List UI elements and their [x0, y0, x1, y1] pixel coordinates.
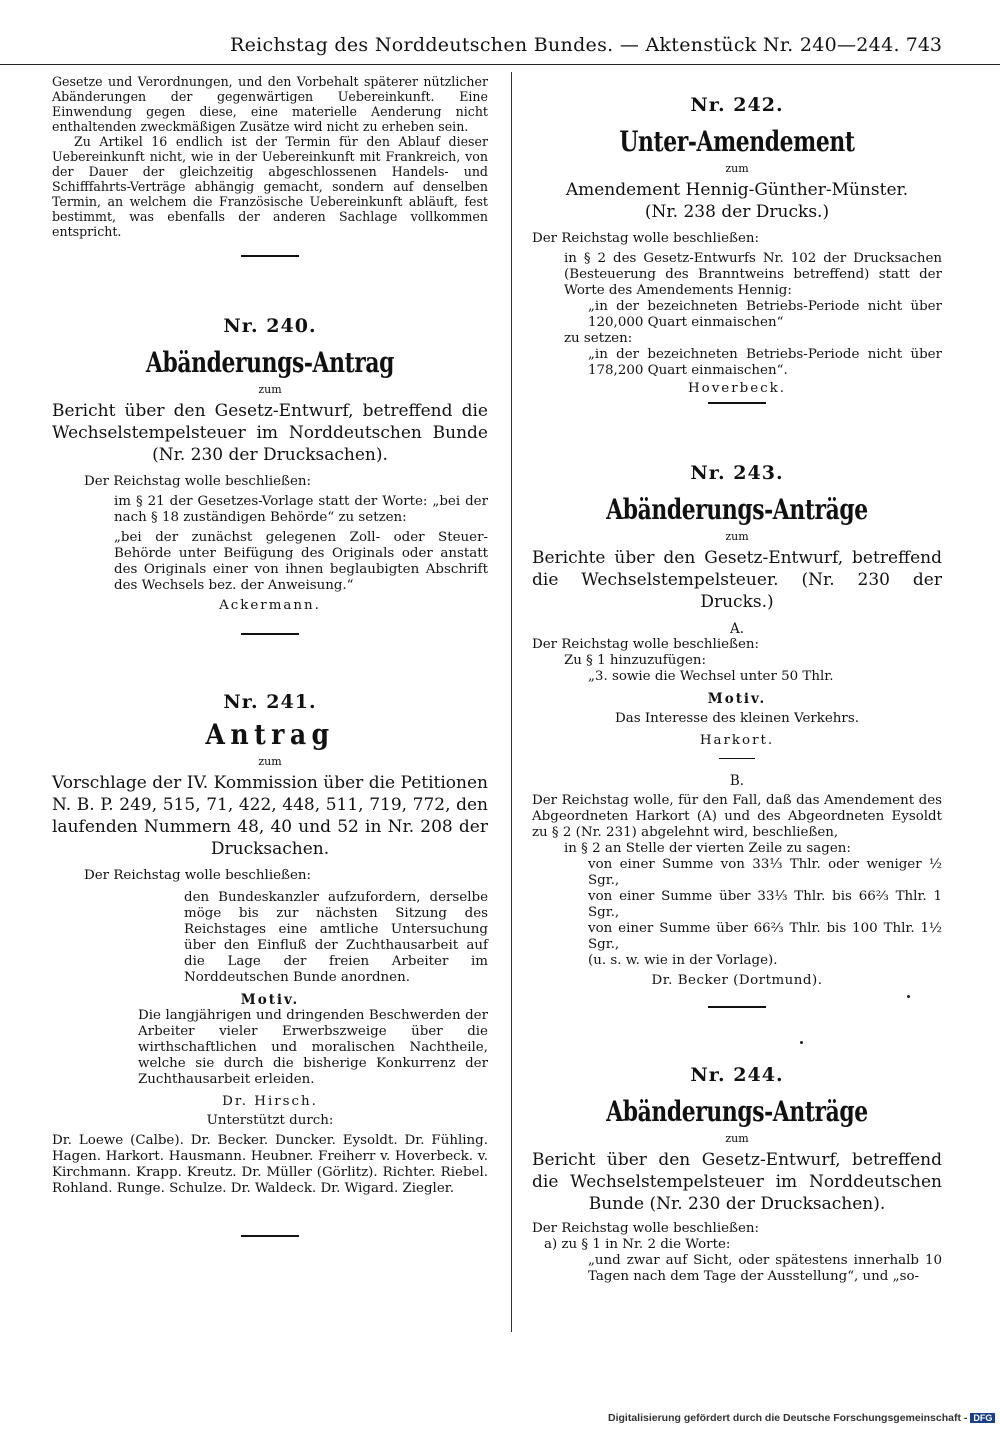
zum-label: zum — [258, 755, 282, 768]
supporters-list: Dr. Loewe (Calbe). Dr. Becker. Duncker. Eysoldt. Dr. Fühling. Hagen. Harkort. Hausmann. Heubner. Freiherr v. Hoverbeck. v. Kirchmann. Krapp. Kreutz. Dr. Müller (Görlitz). Richter. Riebel. Rohland. Runge. Schulze. Dr. Waldeck. Dr. Wigard. Ziegler. — [52, 1133, 488, 1196]
intro-paragraph-2: Zu Artikel 16 endlich ist der Termin für den Ablauf dieser Uebereinkunft nicht, wie in der Uebereinkunft mit Frankreich, von der Dauer der gleichzeitig abgeschlossenen Handels- und Schifffahrts-Verträge abhängig gemacht, sondern auf denselben Termin, an welchem die Französische Uebereinkunft abläuft, fest bestimmt, was ebenfalls der anderen Sachlage vollkommen entspricht. — [52, 134, 488, 239]
divider-rule — [708, 402, 766, 404]
part-b-label: B. — [729, 773, 745, 789]
section-number: Nr. 242. — [690, 94, 784, 116]
zum-label: zum — [725, 1132, 749, 1145]
left-column — [52, 74, 488, 1237]
amendment-quote-1: „in der bezeichneten Betriebs-Periode nicht über 120,000 Quart einmaischen“ — [588, 299, 942, 330]
column-divider — [511, 72, 512, 1332]
section-nr242 — [532, 94, 942, 404]
signature: Harkort. — [699, 733, 775, 748]
section-nr243 — [532, 462, 942, 1008]
signature: Hoverbeck. — [688, 381, 786, 396]
zum-label: zum — [725, 530, 749, 543]
divider-rule — [708, 1006, 766, 1008]
section-number: Nr. 244. — [690, 1064, 784, 1086]
section-subject: Bericht über den Gesetz-Entwurf, betreffend die Wechselstempelsteuer im Norddeutschen Bunde (Nr. 230 der Drucksachen). — [52, 401, 488, 465]
section-subject: Berichte über den Gesetz-Entwurf, betreffend die Wechselstempelsteuer. (Nr. 230 der Drucks.) — [532, 548, 942, 612]
amendment-item: Zu § 1 hinzuzufügen: — [564, 653, 707, 668]
supported-by-label: Unterstützt durch: — [206, 1113, 334, 1128]
motiv-heading: Motiv. — [240, 992, 300, 1008]
section-nr240 — [52, 315, 488, 635]
section-subject-line1: Amendement Hennig-Günther-Münster. — [565, 180, 909, 200]
intro-paragraph-1: Gesetze und Verordnungen, und den Vorbehalt späterer nützlicher Abänderungen der gegenwärtigen Uebereinkunft. Eine Einwendung gegen diese, eine materielle Aenderung nicht enthaltenden zweckmäßigen Zusätze wird nicht zu erheben sein. — [52, 74, 488, 134]
part-b-item: in § 2 an Stelle der vierten Zeile zu sagen: — [564, 841, 851, 856]
section-subject: Vorschlage der IV. Kommission über die Petitionen N. B. P. 249, 515, 71, 422, 448, 511, 719, 772, den laufenden Nummern 48, 40 und 52 in Nr. 208 der Drucksachen. — [52, 773, 488, 859]
section-number: Nr. 241. — [223, 691, 317, 713]
zu-setzen: zu setzen: — [564, 331, 633, 346]
resolve-text: Der Reichstag wolle beschließen: — [84, 868, 312, 883]
section-subject: Bericht über den Gesetz-Entwurf, betreffend die Wechselstempelsteuer im Norddeutschen Bunde (Nr. 230 der Drucksachen). — [532, 1150, 942, 1214]
amendment-item: den Bundeskanzler aufzufordern, derselbe möge bis zur nächsten Sitzung des Reichstages eine amtliche Untersuchung über den Einfluß der Zuchthausarbeit auf die Lage der freien Arbeiter im Norddeutschen Bunde anordnen. — [184, 890, 488, 985]
zum-label: zum — [725, 162, 749, 175]
section-number: Nr. 243. — [690, 462, 784, 484]
page-number: 743 — [905, 34, 942, 56]
right-column — [532, 74, 942, 1285]
digitization-credit — [608, 1412, 995, 1424]
running-title: Reichstag des Norddeutschen Bundes. — Aktenstück Nr. 240—244. — [230, 34, 900, 56]
running-header — [0, 30, 1000, 65]
divider-rule — [241, 633, 299, 635]
section-title: Abänderungs-Antrag — [145, 346, 395, 379]
print-speck — [800, 1041, 803, 1044]
amendment-item: im § 21 der Gesetzes-Vorlage statt der Worte: „bei der nach § 18 zuständigen Behörde“ zu setzen: — [114, 494, 488, 525]
rate-line-1: von einer Summe von 33⅓ Thlr. oder weniger ½ Sgr., — [588, 857, 942, 888]
motiv-text: Das Interesse des kleinen Verkehrs. — [615, 711, 859, 726]
rate-line-3: von einer Summe über 66⅔ Thlr. bis 100 Thlr. 1½ Sgr., — [588, 921, 942, 952]
rate-line-4: (u. s. w. wie in der Vorlage). — [588, 953, 778, 968]
rate-line-2: von einer Summe über 33⅓ Thlr. bis 66⅔ Thlr. 1 Sgr., — [588, 889, 942, 920]
resolve-text: Der Reichstag wolle beschließen: — [532, 231, 760, 246]
print-speck — [907, 995, 910, 998]
divider-rule — [241, 255, 299, 257]
motiv-text: Die langjährigen und dringenden Beschwerden der Arbeiter vieler Erwerbszweige über die wirthschaftlichen und moralischen Nachtheile, welche sie durch die bisherige Konkurrenz der Zuchthausarbeit erleiden. — [138, 1008, 488, 1087]
amendment-quote: „und zwar auf Sicht, oder spätestens innerhalb 10 Tagen nach dem Tage der Ausstellung“, und „so- — [588, 1253, 942, 1284]
amendment-quote: „3. sowie die Wechsel unter 50 Thlr. — [588, 669, 834, 684]
dfg-logo: DFG — [970, 1413, 995, 1423]
zum-label: zum — [258, 383, 282, 396]
divider-rule — [241, 1235, 299, 1237]
resolve-text: Der Reichstag wolle beschließen: — [84, 474, 312, 489]
divider-rule — [719, 758, 755, 759]
section-nr244 — [532, 1064, 942, 1285]
amendment-item: in § 2 des Gesetz-Entwurfs Nr. 102 der Drucksachen (Besteuerung des Branntweins betreffend) statt der Worte des Amendements Hennig: — [564, 251, 942, 298]
part-a-label: A. — [729, 621, 745, 637]
signature: Ackermann. — [219, 598, 321, 613]
amendment-quote-2: „in der bezeichneten Betriebs-Periode nicht über 178,200 Quart einmaischen“. — [588, 347, 942, 378]
amendment-item: a) zu § 1 in Nr. 2 die Worte: — [544, 1237, 731, 1252]
section-number: Nr. 240. — [223, 315, 317, 337]
section-nr241 — [52, 691, 488, 1237]
section-title: Abänderungs-Anträge — [606, 493, 868, 526]
section-title: Abänderungs-Anträge — [606, 1095, 868, 1128]
resolve-text: Der Reichstag wolle beschließen: — [532, 637, 760, 652]
part-b-text: Der Reichstag wolle, für den Fall, daß das Amendement des Abgeordneten Harkort (A) und des Abgeordneten Eysoldt zu § 2 (Nr. 231) abgelehnt wird, beschließen, — [532, 793, 942, 840]
credit-text: Digitalisierung gefördert durch die Deutsche Forschungsgemeinschaft - — [608, 1412, 968, 1424]
section-title: Antrag — [205, 718, 335, 751]
section-title: Unter-Amendement — [619, 125, 855, 158]
resolve-text: Der Reichstag wolle beschließen: — [532, 1221, 760, 1236]
motiv-heading: Motiv. — [707, 691, 767, 707]
amendment-quote: „bei der zunächst gelegenen Zoll- oder Steuer-Behörde unter Beifügung des Originals oder anstatt des Originals einer von ihnen beglaubigten Abschrift des Wechsels bez. der Anweisung.“ — [114, 530, 488, 593]
signature: Dr. Hirsch. — [222, 1094, 318, 1109]
section-subject-line2: (Nr. 238 der Drucks.) — [644, 202, 830, 222]
signature: Dr. Becker (Dortmund). — [651, 973, 823, 988]
